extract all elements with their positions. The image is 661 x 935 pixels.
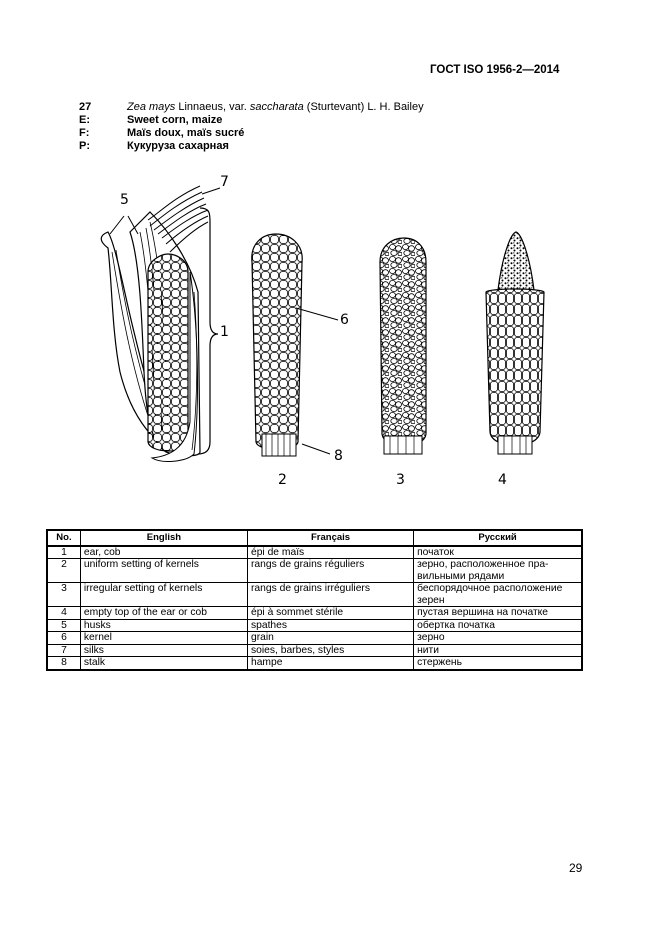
row-english: empty top of the ear or cob bbox=[80, 607, 247, 620]
standard-header: ГОСТ ISO 1956-2—2014 bbox=[430, 64, 560, 76]
latin-name-row bbox=[79, 101, 424, 114]
row-russian: нити bbox=[414, 644, 582, 657]
row-number: 8 bbox=[47, 657, 80, 670]
table-row bbox=[47, 657, 582, 670]
ear-with-husks bbox=[101, 186, 220, 461]
row-russian: беспорядочное расположение зерен bbox=[414, 583, 582, 607]
figure-label-3: 3 bbox=[396, 472, 405, 488]
table-row bbox=[47, 546, 582, 559]
latin-variety: saccharata bbox=[249, 101, 304, 113]
english-code: E: bbox=[79, 114, 90, 126]
row-number: 7 bbox=[47, 644, 80, 657]
row-french: soies, barbes, styles bbox=[247, 644, 413, 657]
row-english: silks bbox=[80, 644, 247, 657]
latin-author: Linnaeus, var. bbox=[178, 101, 247, 113]
row-russian: початок bbox=[414, 546, 582, 559]
french-name-row bbox=[79, 127, 424, 140]
row-french: grain bbox=[247, 632, 413, 645]
row-number: 2 bbox=[47, 559, 80, 583]
table-row bbox=[47, 559, 582, 583]
table-row bbox=[47, 619, 582, 632]
row-russian: стержень bbox=[414, 657, 582, 670]
row-english: ear, cob bbox=[80, 546, 247, 559]
page-number: 29 bbox=[569, 861, 583, 875]
row-number: 4 bbox=[47, 607, 80, 620]
ear-empty-top bbox=[486, 232, 544, 454]
header-english: English bbox=[80, 530, 247, 546]
row-english: kernel bbox=[80, 632, 247, 645]
table-row bbox=[47, 632, 582, 645]
header-french: Français bbox=[247, 530, 413, 546]
corn-illustration bbox=[90, 172, 550, 502]
figure-label-7: 7 bbox=[220, 174, 229, 190]
figure-label-4: 4 bbox=[498, 472, 507, 488]
figure-label-5: 5 bbox=[120, 192, 129, 208]
russian-name: Кукуруза сахарная bbox=[127, 140, 229, 152]
row-english: irregular setting of kernels bbox=[80, 583, 247, 607]
ear-uniform-kernels bbox=[252, 234, 338, 456]
latin-rest: (Sturtevant) L. H. Bailey bbox=[306, 101, 424, 113]
english-name: Sweet corn, maize bbox=[127, 114, 223, 126]
row-russian: зерно bbox=[414, 632, 582, 645]
english-name-row bbox=[79, 114, 424, 127]
latin-genus-species: Zea mays bbox=[127, 101, 176, 113]
russian-name-row bbox=[79, 140, 424, 153]
row-english: stalk bbox=[80, 657, 247, 670]
figure-label-1: 1 bbox=[220, 324, 229, 340]
header-no: No. bbox=[47, 530, 80, 546]
table-row bbox=[47, 607, 582, 620]
row-french: rangs de grains réguliers bbox=[247, 559, 413, 583]
row-number: 1 bbox=[47, 546, 80, 559]
row-english: uniform setting of kernels bbox=[80, 559, 247, 583]
row-russian: пустая вершина на початке bbox=[414, 607, 582, 620]
row-english: husks bbox=[80, 619, 247, 632]
terms-table bbox=[46, 529, 583, 671]
row-russian: зерно, расположенное пра-вильными рядами bbox=[414, 559, 582, 583]
row-french: épi de maïs bbox=[247, 546, 413, 559]
row-french: rangs de grains irréguliers bbox=[247, 583, 413, 607]
french-name: Maïs doux, maïs sucré bbox=[127, 127, 245, 139]
row-french: hampe bbox=[247, 657, 413, 670]
figure-label-8: 8 bbox=[334, 448, 343, 464]
row-french: spathes bbox=[247, 619, 413, 632]
russian-code: P: bbox=[79, 140, 90, 152]
species-entry bbox=[79, 101, 424, 153]
figure-label-6: 6 bbox=[340, 312, 349, 328]
terms-table-header bbox=[47, 530, 582, 546]
header-russian: Русский bbox=[414, 530, 582, 546]
french-code: F: bbox=[79, 127, 90, 139]
table-row bbox=[47, 644, 582, 657]
row-number: 3 bbox=[47, 583, 80, 607]
corn-illustration-svg bbox=[90, 172, 550, 502]
row-french: épi à sommet stérile bbox=[247, 607, 413, 620]
row-russian: обертка початка bbox=[414, 619, 582, 632]
figure-label-2: 2 bbox=[278, 472, 287, 488]
entry-number: 27 bbox=[79, 101, 92, 113]
table-row bbox=[47, 583, 582, 607]
ear-irregular-kernels bbox=[380, 238, 426, 454]
row-number: 6 bbox=[47, 632, 80, 645]
row-number: 5 bbox=[47, 619, 80, 632]
latin-name bbox=[127, 101, 424, 114]
